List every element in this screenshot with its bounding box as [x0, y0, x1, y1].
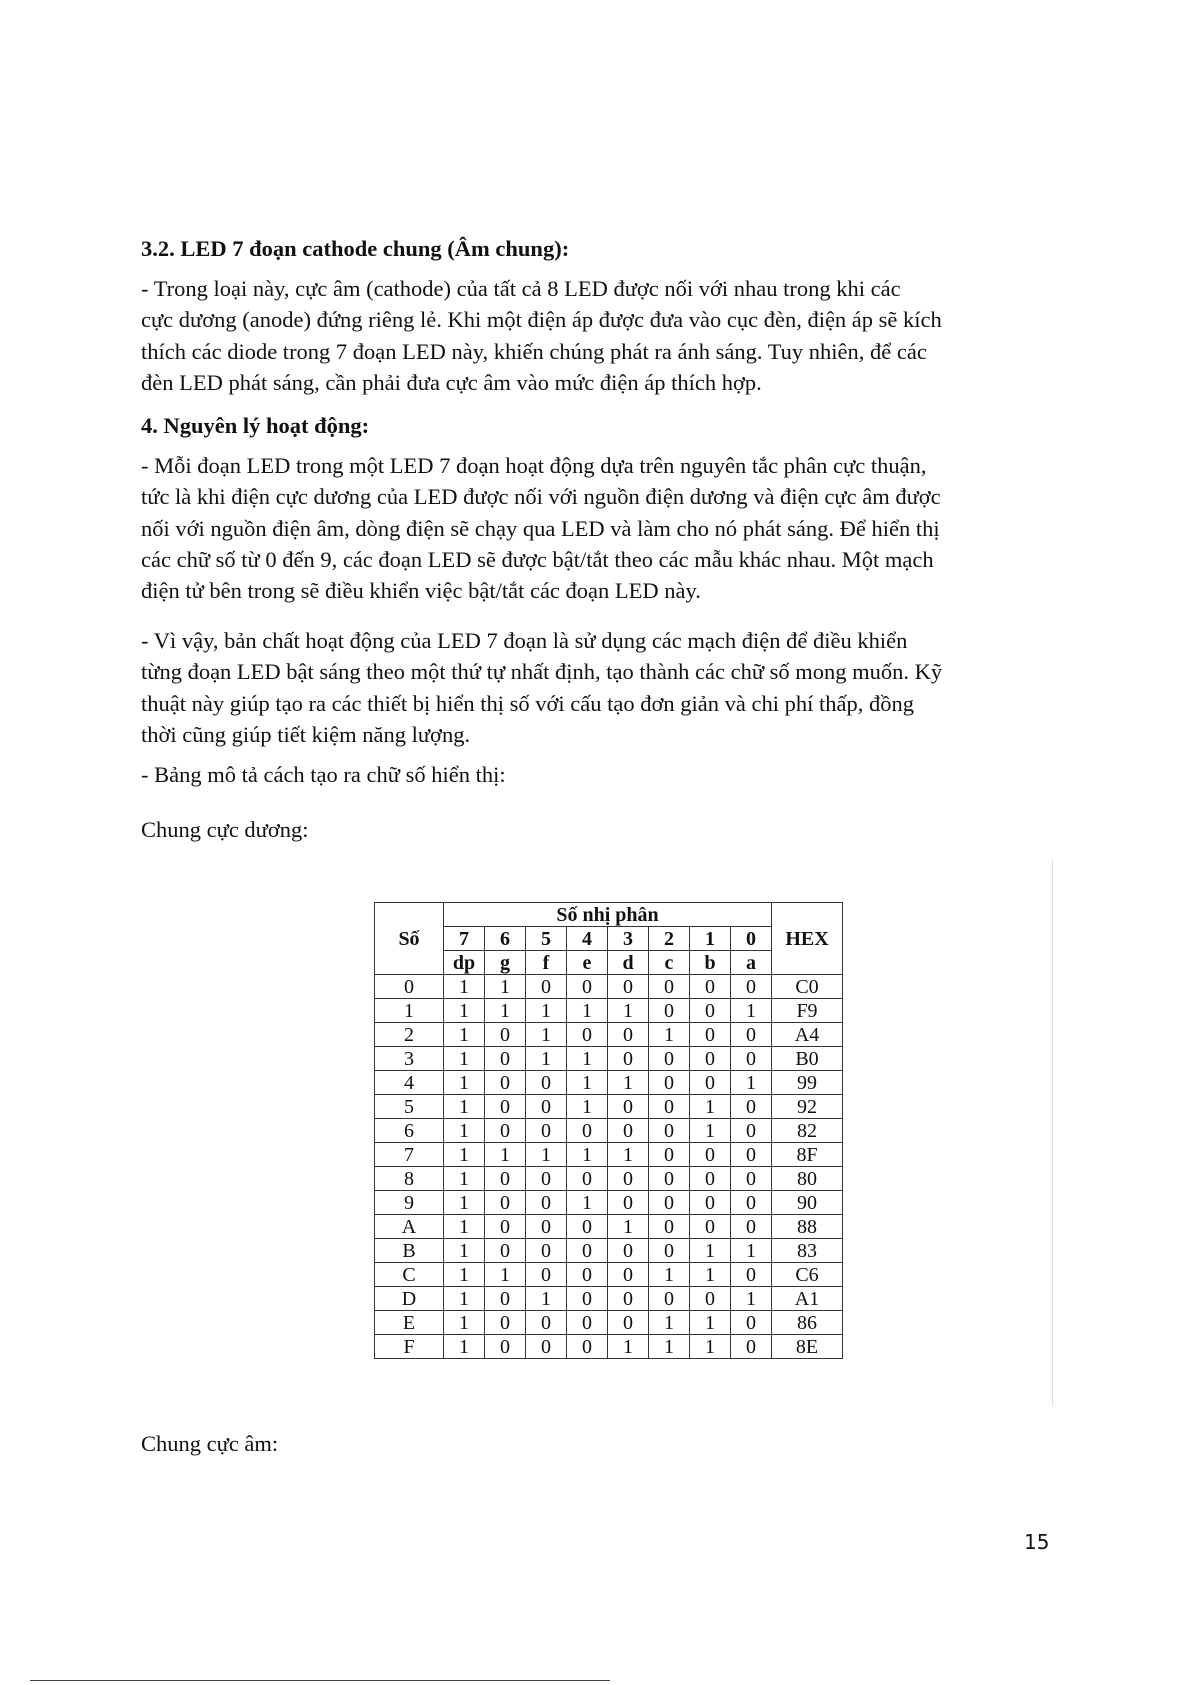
table-row: [375, 999, 843, 1023]
cell-bit: 1: [444, 1167, 485, 1191]
cell-bit: 0: [690, 1287, 731, 1311]
paragraph-line: cực dương (anode) đứng riêng lẻ. Khi một điện áp được đưa vào cục đèn, điện áp sẽ kích: [141, 307, 942, 333]
cell-bit: 0: [567, 1023, 608, 1047]
cell-hex: 92: [772, 1095, 843, 1119]
cell-hex: F9: [772, 999, 843, 1023]
cell-bit: 0: [485, 1287, 526, 1311]
cell-bit: 0: [649, 1071, 690, 1095]
segment-truth-table: [374, 902, 843, 1359]
cell-bit: 0: [608, 1239, 649, 1263]
cell-bit: 0: [485, 1047, 526, 1071]
cell-bit: 0: [649, 1047, 690, 1071]
table-row: [375, 1071, 843, 1095]
cell-bit: 0: [485, 1095, 526, 1119]
cell-bit: 0: [608, 1047, 649, 1071]
table-row: [375, 1047, 843, 1071]
cell-bit: 0: [485, 1311, 526, 1335]
cell-number: 6: [375, 1119, 444, 1143]
header-binary: Số nhị phân: [444, 903, 772, 927]
paragraph-line: tức là khi điện cực dương của LED được nối với nguồn điện dương và điện cực âm được: [141, 484, 941, 510]
cell-hex: 8F: [772, 1143, 843, 1167]
cell-bit: 1: [444, 1287, 485, 1311]
cell-bit: 1: [526, 1023, 567, 1047]
cell-hex: 99: [772, 1071, 843, 1095]
cell-bit: 0: [608, 1023, 649, 1047]
cell-hex: C6: [772, 1263, 843, 1287]
cell-bit: 1: [608, 1335, 649, 1359]
cell-bit: 0: [526, 1263, 567, 1287]
cell-bit: 0: [649, 975, 690, 999]
cell-number: 7: [375, 1143, 444, 1167]
cell-bit: 0: [649, 1287, 690, 1311]
header-segment: f: [526, 951, 567, 975]
cell-bit: 1: [608, 1071, 649, 1095]
cell-bit: 1: [444, 1071, 485, 1095]
cell-bit: 1: [608, 1215, 649, 1239]
header-segment: c: [649, 951, 690, 975]
label-common-anode: Chung cực dương:: [141, 817, 309, 842]
cell-bit: 0: [649, 1215, 690, 1239]
paragraph-line: từng đoạn LED bật sáng theo một thứ tự nhất định, tạo thành các chữ số mong muốn. Kỹ: [141, 659, 943, 685]
cell-bit: 0: [731, 975, 772, 999]
cell-bit: 1: [526, 1143, 567, 1167]
table-row: [375, 1215, 843, 1239]
cell-number: 4: [375, 1071, 444, 1095]
page-number: 15: [1024, 1530, 1050, 1554]
paragraph-line: - Mỗi đoạn LED trong một LED 7 đoạn hoạt động dựa trên nguyên tắc phân cực thuận,: [141, 453, 927, 478]
paragraph-line: - Trong loại này, cực âm (cathode) của tất cả 8 LED được nối với nhau trong khi các: [141, 276, 901, 301]
cell-bit: 1: [567, 1143, 608, 1167]
cell-bit: 0: [608, 1191, 649, 1215]
table-row: [375, 1287, 843, 1311]
cell-bit: 1: [608, 999, 649, 1023]
table-row: [375, 1119, 843, 1143]
header-segment: g: [485, 951, 526, 975]
cell-bit: 0: [731, 1335, 772, 1359]
cell-bit: 1: [649, 1335, 690, 1359]
cell-bit: 1: [485, 1263, 526, 1287]
cell-bit: 0: [567, 1215, 608, 1239]
cell-bit: 0: [567, 1239, 608, 1263]
cell-bit: 0: [608, 1119, 649, 1143]
cell-hex: 82: [772, 1119, 843, 1143]
cell-bit: 0: [526, 1119, 567, 1143]
cell-bit: 1: [444, 1095, 485, 1119]
cell-bit: 1: [485, 999, 526, 1023]
cell-bit: 0: [731, 1311, 772, 1335]
cell-bit: 0: [526, 1239, 567, 1263]
footer-rule: [30, 1680, 610, 1681]
header-segment: d: [608, 951, 649, 975]
cell-bit: 0: [731, 1191, 772, 1215]
cell-bit: 1: [526, 1047, 567, 1071]
cell-bit: 0: [690, 1071, 731, 1095]
cell-bit: 1: [690, 1311, 731, 1335]
table-row: [375, 1143, 843, 1167]
cell-bit: 0: [731, 1263, 772, 1287]
cell-bit: 1: [608, 1143, 649, 1167]
header-bit: 6: [485, 927, 526, 951]
header-segment: e: [567, 951, 608, 975]
cell-bit: 0: [608, 1263, 649, 1287]
section-heading-3-2: 3.2. LED 7 đoạn cathode chung (Âm chung):: [141, 236, 570, 261]
cell-number: 3: [375, 1047, 444, 1071]
cell-hex: 83: [772, 1239, 843, 1263]
paragraph-line: - Vì vậy, bản chất hoạt động của LED 7 đoạn là sử dụng các mạch điện để điều khiển: [141, 628, 908, 653]
cell-bit: 0: [649, 1167, 690, 1191]
cell-number: E: [375, 1311, 444, 1335]
cell-bit: 0: [690, 975, 731, 999]
cell-bit: 0: [690, 1167, 731, 1191]
cell-bit: 1: [444, 1311, 485, 1335]
paragraph-table-intro: - Bảng mô tả cách tạo ra chữ số hiển thị:: [141, 762, 506, 787]
cell-bit: 1: [690, 1239, 731, 1263]
table-row: [375, 1263, 843, 1287]
label-common-cathode: Chung cực âm:: [141, 1431, 279, 1456]
cell-bit: 0: [526, 1335, 567, 1359]
cell-hex: 90: [772, 1191, 843, 1215]
cell-bit: 0: [649, 1143, 690, 1167]
cell-bit: 1: [444, 1263, 485, 1287]
cell-bit: 0: [608, 975, 649, 999]
table-row: [375, 1191, 843, 1215]
cell-bit: 0: [690, 1023, 731, 1047]
cell-bit: 0: [608, 1167, 649, 1191]
cell-bit: 1: [649, 1311, 690, 1335]
cell-bit: 0: [690, 999, 731, 1023]
cell-number: C: [375, 1263, 444, 1287]
cell-hex: C0: [772, 975, 843, 999]
cell-bit: 0: [649, 1119, 690, 1143]
cell-number: F: [375, 1335, 444, 1359]
cell-bit: 1: [731, 1239, 772, 1263]
cell-bit: 1: [690, 1119, 731, 1143]
cell-bit: 0: [526, 1095, 567, 1119]
cell-bit: 0: [649, 999, 690, 1023]
cell-hex: 88: [772, 1215, 843, 1239]
cell-bit: 1: [567, 999, 608, 1023]
table-row: [375, 1095, 843, 1119]
cell-number: 9: [375, 1191, 444, 1215]
cell-bit: 0: [690, 1191, 731, 1215]
cell-bit: 0: [526, 1071, 567, 1095]
cell-bit: 0: [485, 1239, 526, 1263]
cell-bit: 0: [567, 1263, 608, 1287]
cell-bit: 0: [608, 1311, 649, 1335]
cell-bit: 1: [444, 1239, 485, 1263]
cell-bit: 0: [567, 1119, 608, 1143]
cell-bit: 1: [444, 1047, 485, 1071]
cell-bit: 1: [690, 1263, 731, 1287]
cell-bit: 1: [567, 1191, 608, 1215]
paragraph-line: thích các diode trong 7 đoạn LED này, khiến chúng phát ra ánh sáng. Tuy nhiên, để các: [141, 338, 927, 364]
cell-number: 5: [375, 1095, 444, 1119]
paragraph-line: đèn LED phát sáng, cần phải đưa cực âm vào mức điện áp thích hợp.: [141, 369, 762, 395]
table-row: [375, 1023, 843, 1047]
cell-bit: 0: [567, 1335, 608, 1359]
header-bit: 0: [731, 927, 772, 951]
table-row: [375, 1311, 843, 1335]
cell-bit: 0: [485, 1023, 526, 1047]
cell-hex: 86: [772, 1311, 843, 1335]
cell-bit: 0: [731, 1023, 772, 1047]
paragraph-line: thời cũng giúp tiết kiệm năng lượng.: [141, 721, 471, 747]
table-row: [375, 1167, 843, 1191]
cell-bit: 1: [649, 1023, 690, 1047]
paragraph-line: điện tử bên trong sẽ điều khiển việc bật/tắt các đoạn LED này.: [141, 578, 701, 604]
header-number: Số: [375, 903, 444, 975]
cell-bit: 0: [485, 1191, 526, 1215]
header-bit: 3: [608, 927, 649, 951]
cell-bit: 1: [485, 1143, 526, 1167]
cell-hex: 80: [772, 1167, 843, 1191]
cell-number: B: [375, 1239, 444, 1263]
cell-bit: 0: [731, 1119, 772, 1143]
cell-bit: 0: [526, 1167, 567, 1191]
cell-number: D: [375, 1287, 444, 1311]
cell-bit: 0: [649, 1095, 690, 1119]
paragraph-line: các chữ số từ 0 đến 9, các đoạn LED sẽ được bật/tắt theo các mẫu khác nhau. Một mạch: [141, 546, 934, 572]
cell-bit: 0: [731, 1143, 772, 1167]
cell-bit: 1: [444, 1335, 485, 1359]
header-bit: 4: [567, 927, 608, 951]
cell-bit: 0: [526, 1311, 567, 1335]
cell-bit: 0: [649, 1191, 690, 1215]
cell-bit: 0: [485, 1071, 526, 1095]
cell-bit: 1: [567, 1095, 608, 1119]
cell-bit: 0: [485, 1215, 526, 1239]
cell-bit: 0: [690, 1047, 731, 1071]
cell-bit: 0: [526, 975, 567, 999]
table-row: [375, 1335, 843, 1359]
cell-bit: 1: [444, 1119, 485, 1143]
cell-bit: 1: [444, 1143, 485, 1167]
cell-hex: A1: [772, 1287, 843, 1311]
cell-number: 1: [375, 999, 444, 1023]
cell-bit: 0: [731, 1047, 772, 1071]
cell-bit: 1: [444, 1023, 485, 1047]
cell-bit: 0: [485, 1119, 526, 1143]
cell-bit: 1: [526, 999, 567, 1023]
cell-bit: 0: [731, 1215, 772, 1239]
header-segment: b: [690, 951, 731, 975]
cell-hex: B0: [772, 1047, 843, 1071]
cell-bit: 0: [690, 1143, 731, 1167]
cell-bit: 0: [608, 1095, 649, 1119]
cell-number: 8: [375, 1167, 444, 1191]
header-hex: HEX: [772, 903, 843, 975]
cell-bit: 1: [731, 999, 772, 1023]
cell-bit: 0: [526, 1215, 567, 1239]
cell-bit: 1: [444, 1215, 485, 1239]
table-row: [375, 975, 843, 999]
header-bit: 2: [649, 927, 690, 951]
table-row: [375, 1239, 843, 1263]
cell-bit: 0: [567, 975, 608, 999]
cell-bit: 0: [690, 1215, 731, 1239]
cell-hex: A4: [772, 1023, 843, 1047]
cell-hex: 8E: [772, 1335, 843, 1359]
cell-bit: 0: [485, 1167, 526, 1191]
cell-bit: 1: [444, 999, 485, 1023]
cell-bit: 0: [731, 1095, 772, 1119]
cell-bit: 0: [608, 1287, 649, 1311]
cell-bit: 0: [567, 1287, 608, 1311]
header-segment: dp: [444, 951, 485, 975]
cell-bit: 1: [649, 1263, 690, 1287]
paragraph-line: thuật này giúp tạo ra các thiết bị hiển thị số với cấu tạo đơn giản và chi phí thấp, đồng: [141, 690, 914, 716]
cell-number: 0: [375, 975, 444, 999]
cell-bit: 0: [526, 1191, 567, 1215]
header-bit: 7: [444, 927, 485, 951]
cell-bit: 1: [444, 1191, 485, 1215]
header-bit: 1: [690, 927, 731, 951]
paragraph-line: nối với nguồn điện âm, dòng điện sẽ chạy qua LED và làm cho nó phát sáng. Để hiển thị: [141, 515, 940, 541]
cell-bit: 1: [567, 1047, 608, 1071]
cell-bit: 0: [649, 1239, 690, 1263]
cell-bit: 1: [690, 1335, 731, 1359]
cell-number: 2: [375, 1023, 444, 1047]
table-header-row: [375, 903, 843, 927]
cell-bit: 0: [567, 1167, 608, 1191]
header-segment: a: [731, 951, 772, 975]
cell-bit: 1: [731, 1071, 772, 1095]
cell-bit: 1: [567, 1071, 608, 1095]
cell-bit: 0: [485, 1335, 526, 1359]
cell-bit: 1: [485, 975, 526, 999]
cell-bit: 0: [731, 1167, 772, 1191]
cell-bit: 1: [690, 1095, 731, 1119]
cell-bit: 1: [444, 975, 485, 999]
cell-bit: 0: [567, 1311, 608, 1335]
image-border: [1052, 860, 1053, 1405]
header-bit: 5: [526, 927, 567, 951]
cell-bit: 1: [526, 1287, 567, 1311]
cell-bit: 1: [731, 1287, 772, 1311]
cell-number: A: [375, 1215, 444, 1239]
section-heading-4: 4. Nguyên lý hoạt động:: [141, 413, 370, 438]
